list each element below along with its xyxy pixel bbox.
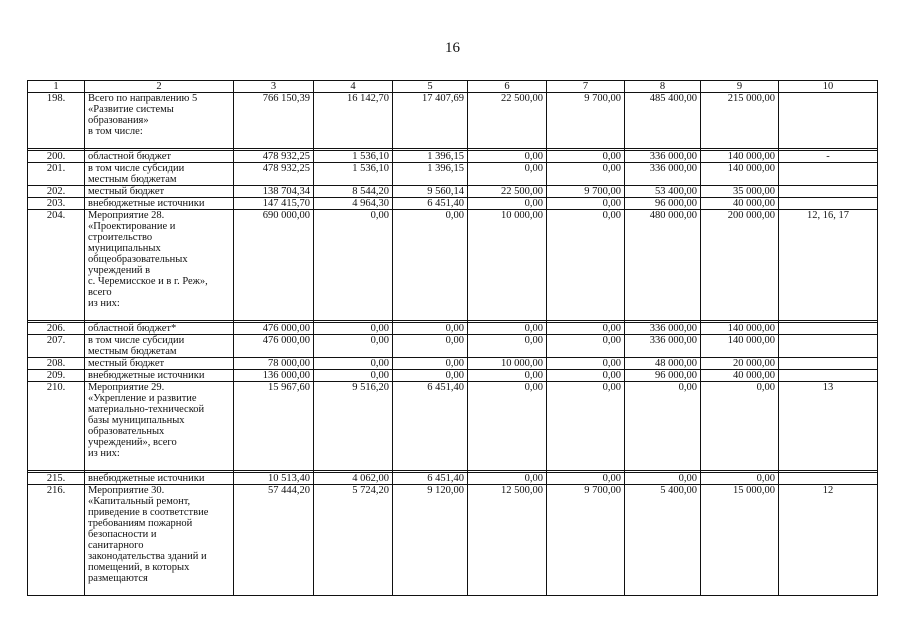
- page-number: 16: [445, 40, 460, 56]
- value-col-10: [779, 335, 878, 358]
- value-col-8: 0,00: [625, 382, 701, 471]
- table-row: [28, 370, 878, 382]
- value-col-5: 17 407,69: [393, 93, 468, 149]
- value-col-4: 16 142,70: [314, 93, 393, 149]
- value-col-9: 20 000,00: [701, 358, 779, 370]
- value-col-7: 0,00: [547, 473, 625, 485]
- table-row: [28, 473, 878, 485]
- value-col-9: 35 000,00: [701, 186, 779, 198]
- row-name: в том числе субсидии местным бюджетам: [85, 163, 234, 186]
- value-col-4: 0,00: [314, 210, 393, 321]
- table-row: [28, 335, 878, 358]
- value-col-7: 0,00: [547, 335, 625, 358]
- value-col-4: 0,00: [314, 335, 393, 358]
- row-name: местный бюджет: [85, 358, 234, 370]
- row-name: Мероприятие 28. «Проектирование и строительство муниципальных общеобразовательных учреждений в с. Черемисское и в г. Реж», всего из них:: [85, 210, 234, 321]
- value-col-7: 0,00: [547, 323, 625, 335]
- value-col-5: 0,00: [393, 323, 468, 335]
- value-col-4: 9 516,20: [314, 382, 393, 471]
- value-col-10: [779, 323, 878, 335]
- value-col-7: 0,00: [547, 382, 625, 471]
- value-col-3: 478 932,25: [234, 151, 314, 163]
- row-number: 201.: [28, 163, 85, 186]
- value-col-10: [779, 198, 878, 210]
- value-col-10: [779, 473, 878, 485]
- column-header: 2: [85, 81, 234, 93]
- row-number: 203.: [28, 198, 85, 210]
- column-header: 1: [28, 81, 85, 93]
- value-col-5: 0,00: [393, 335, 468, 358]
- value-col-5: 1 396,15: [393, 151, 468, 163]
- value-col-7: 9 700,00: [547, 186, 625, 198]
- value-col-4: 1 536,10: [314, 163, 393, 186]
- row-name: областной бюджет*: [85, 323, 234, 335]
- row-number: 215.: [28, 473, 85, 485]
- value-col-3: 15 967,60: [234, 382, 314, 471]
- value-col-8: 336 000,00: [625, 163, 701, 186]
- value-col-4: 4 964,30: [314, 198, 393, 210]
- table-row: [28, 323, 878, 335]
- row-number: 208.: [28, 358, 85, 370]
- value-col-6: 10 000,00: [468, 210, 547, 321]
- value-col-8: 336 000,00: [625, 323, 701, 335]
- value-col-3: 690 000,00: [234, 210, 314, 321]
- value-col-9: 0,00: [701, 382, 779, 471]
- row-name: в том числе субсидии местным бюджетам: [85, 335, 234, 358]
- value-col-10: [779, 93, 878, 149]
- row-number: 216.: [28, 485, 85, 596]
- value-col-9: 140 000,00: [701, 323, 779, 335]
- row-number: 202.: [28, 186, 85, 198]
- value-col-10: 12: [779, 485, 878, 596]
- value-col-9: 140 000,00: [701, 335, 779, 358]
- budget-table: [27, 80, 878, 596]
- value-col-9: 15 000,00: [701, 485, 779, 596]
- value-col-8: 0,00: [625, 473, 701, 485]
- value-col-6: 0,00: [468, 151, 547, 163]
- header-row: [28, 81, 878, 93]
- table-row: [28, 186, 878, 198]
- value-col-8: 96 000,00: [625, 198, 701, 210]
- value-col-7: 9 700,00: [547, 93, 625, 149]
- row-number: 207.: [28, 335, 85, 358]
- row-number: 206.: [28, 323, 85, 335]
- column-header: 5: [393, 81, 468, 93]
- value-col-7: 0,00: [547, 370, 625, 382]
- value-col-9: 0,00: [701, 473, 779, 485]
- value-col-8: 53 400,00: [625, 186, 701, 198]
- value-col-4: 0,00: [314, 358, 393, 370]
- value-col-4: 1 536,10: [314, 151, 393, 163]
- value-col-5: 9 560,14: [393, 186, 468, 198]
- value-col-8: 485 400,00: [625, 93, 701, 149]
- value-col-6: 0,00: [468, 370, 547, 382]
- value-col-3: 476 000,00: [234, 323, 314, 335]
- value-col-7: 0,00: [547, 151, 625, 163]
- row-name: областной бюджет: [85, 151, 234, 163]
- row-name: Мероприятие 30. «Капитальный ремонт, приведение в соответствие требованиям пожарной безопасности и санитарного законодательства зданий и помещений, в которых размещаются: [85, 485, 234, 596]
- row-name: Мероприятие 29. «Укрепление и развитие материально-технической базы муниципальных образовательных учреждений», всего из них:: [85, 382, 234, 471]
- column-header: 6: [468, 81, 547, 93]
- value-col-7: 0,00: [547, 163, 625, 186]
- table-row: [28, 93, 878, 149]
- row-number: 210.: [28, 382, 85, 471]
- row-number: 198.: [28, 93, 85, 149]
- value-col-3: 476 000,00: [234, 335, 314, 358]
- value-col-3: 147 415,70: [234, 198, 314, 210]
- value-col-6: 12 500,00: [468, 485, 547, 596]
- value-col-6: 22 500,00: [468, 186, 547, 198]
- value-col-4: 8 544,20: [314, 186, 393, 198]
- value-col-4: 0,00: [314, 323, 393, 335]
- value-col-6: 0,00: [468, 382, 547, 471]
- table-body: [28, 93, 878, 596]
- value-col-9: 40 000,00: [701, 198, 779, 210]
- table-row: [28, 151, 878, 163]
- value-col-10: [779, 186, 878, 198]
- table-row: [28, 358, 878, 370]
- column-header: 10: [779, 81, 878, 93]
- value-col-3: 478 932,25: [234, 163, 314, 186]
- value-col-9: 140 000,00: [701, 163, 779, 186]
- value-col-5: 6 451,40: [393, 382, 468, 471]
- value-col-4: 5 724,20: [314, 485, 393, 596]
- value-col-3: 138 704,34: [234, 186, 314, 198]
- value-col-6: 0,00: [468, 335, 547, 358]
- value-col-6: 22 500,00: [468, 93, 547, 149]
- column-header: 4: [314, 81, 393, 93]
- value-col-7: 0,00: [547, 358, 625, 370]
- value-col-6: 10 000,00: [468, 358, 547, 370]
- value-col-8: 480 000,00: [625, 210, 701, 321]
- value-col-5: 1 396,15: [393, 163, 468, 186]
- value-col-4: 0,00: [314, 370, 393, 382]
- value-col-4: 4 062,00: [314, 473, 393, 485]
- value-col-5: 6 451,40: [393, 473, 468, 485]
- value-col-5: 9 120,00: [393, 485, 468, 596]
- table-row: [28, 485, 878, 596]
- table-row: [28, 210, 878, 321]
- value-col-3: 136 000,00: [234, 370, 314, 382]
- value-col-8: 96 000,00: [625, 370, 701, 382]
- value-col-8: 48 000,00: [625, 358, 701, 370]
- value-col-9: 200 000,00: [701, 210, 779, 321]
- value-col-6: 0,00: [468, 198, 547, 210]
- row-name: внебюджетные источники: [85, 198, 234, 210]
- value-col-10: [779, 163, 878, 186]
- value-col-5: 6 451,40: [393, 198, 468, 210]
- value-col-10: 13: [779, 382, 878, 471]
- column-header: 8: [625, 81, 701, 93]
- value-col-5: 0,00: [393, 358, 468, 370]
- value-col-3: 57 444,20: [234, 485, 314, 596]
- value-col-9: 215 000,00: [701, 93, 779, 149]
- value-col-3: 10 513,40: [234, 473, 314, 485]
- value-col-9: 140 000,00: [701, 151, 779, 163]
- value-col-6: 0,00: [468, 323, 547, 335]
- table-row: [28, 382, 878, 471]
- column-header: 7: [547, 81, 625, 93]
- row-name: местный бюджет: [85, 186, 234, 198]
- value-col-8: 336 000,00: [625, 151, 701, 163]
- value-col-10: 12, 16, 17: [779, 210, 878, 321]
- value-col-8: 5 400,00: [625, 485, 701, 596]
- row-name: внебюджетные источники: [85, 370, 234, 382]
- value-col-3: 78 000,00: [234, 358, 314, 370]
- table-row: [28, 163, 878, 186]
- row-number: 200.: [28, 151, 85, 163]
- value-col-5: 0,00: [393, 210, 468, 321]
- table-row: [28, 198, 878, 210]
- value-col-6: 0,00: [468, 163, 547, 186]
- value-col-5: 0,00: [393, 370, 468, 382]
- value-col-8: 336 000,00: [625, 335, 701, 358]
- value-col-7: 9 700,00: [547, 485, 625, 596]
- value-col-6: 0,00: [468, 473, 547, 485]
- column-header: 9: [701, 81, 779, 93]
- value-col-10: [779, 358, 878, 370]
- value-col-10: [779, 370, 878, 382]
- value-col-7: 0,00: [547, 210, 625, 321]
- value-col-7: 0,00: [547, 198, 625, 210]
- value-col-3: 766 150,39: [234, 93, 314, 149]
- column-header: 3: [234, 81, 314, 93]
- value-col-9: 40 000,00: [701, 370, 779, 382]
- row-number: 204.: [28, 210, 85, 321]
- value-col-10: -: [779, 151, 878, 163]
- row-name: Всего по направлению 5 «Развитие системы образования» в том числе:: [85, 93, 234, 149]
- row-name: внебюджетные источники: [85, 473, 234, 485]
- row-number: 209.: [28, 370, 85, 382]
